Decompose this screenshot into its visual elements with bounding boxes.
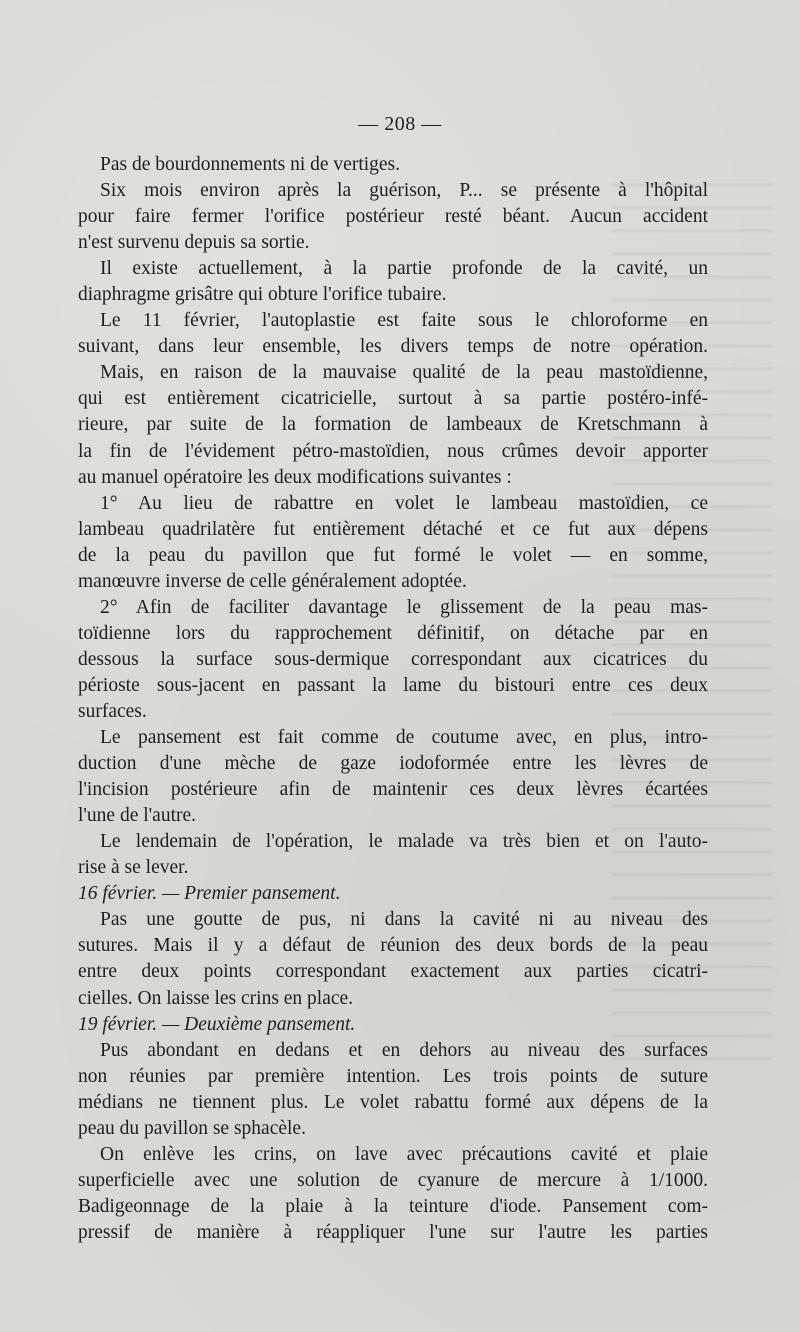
- text-line: Le pansement est fait comme de coutume avec, en plus, intro-: [100, 727, 708, 749]
- text-line: sutures. Mais il y a défaut de réunion des deux bords de la peau: [78, 935, 708, 957]
- text-line: la fin de l'évidement pétro-mastoïdien, nous crûmes devoir apporter: [78, 440, 708, 462]
- text-line: non réunies par première intention. Les trois points de suture: [78, 1065, 708, 1087]
- text-line: rise à se lever.: [78, 857, 189, 879]
- text-line: diaphragme grisâtre qui obture l'orifice tubaire.: [78, 284, 447, 306]
- text-line: On enlève les crins, on lave avec précautions cavité et plaie: [100, 1143, 708, 1165]
- text-line: rieure, par suite de la formation de lambeaux de Kretschmann à: [78, 414, 708, 436]
- date-heading: 16 février. — Premier pansement.: [78, 883, 341, 905]
- text-line: superficielle avec une solution de cyanure de mercure à 1/1000.: [78, 1169, 708, 1191]
- text-line: suivant, dans leur ensemble, les divers temps de notre opération.: [78, 336, 708, 358]
- text-line: qui est entièrement cicatricielle, surtout à sa partie postéro-infé-: [78, 388, 708, 410]
- page-number: — 208 —: [358, 113, 442, 135]
- text-line: toïdienne lors du rapprochement définitif, on détache par en: [78, 622, 708, 644]
- text-line: pour faire fermer l'orifice postérieur resté béant. Aucun accident: [78, 206, 708, 228]
- text-line: Pus abondant en dedans et en dehors au niveau des surfaces: [100, 1039, 708, 1061]
- text-line: l'une de l'autre.: [78, 805, 197, 827]
- text-line: Badigeonnage de la plaie à la teinture d'iode. Pansement com-: [78, 1195, 708, 1217]
- text-line: Mais, en raison de la mauvaise qualité de la peau mastoïdienne,: [100, 362, 708, 384]
- text-line: Pas une goutte de pus, ni dans la cavité ni au niveau des: [100, 909, 708, 931]
- text-line: n'est survenu depuis sa sortie.: [78, 232, 310, 254]
- text-line: Le 11 février, l'autoplastie est faite sous le chloroforme en: [100, 310, 708, 332]
- text-line: 2° Afin de faciliter davantage le glissement de la peau mas-: [100, 596, 708, 618]
- text-line: manœuvre inverse de celle généralement adoptée.: [78, 570, 467, 592]
- text-line: l'incision postérieure afin de maintenir ces deux lèvres écartées: [78, 779, 708, 801]
- text-line: de la peau du pavillon que fut formé le volet — en somme,: [78, 544, 708, 566]
- text-line: Pas de bourdonnements ni de vertiges.: [100, 154, 401, 175]
- text-line: périoste sous-jacent en passant la lame du bistouri entre ces deux: [78, 674, 708, 696]
- text-line: médians ne tiennent plus. Le volet rabattu formé aux dépens de la: [78, 1091, 708, 1113]
- body-text: [78, 152, 708, 1246]
- text-line: pressif de manière à réappliquer l'une sur l'autre les parties: [78, 1221, 708, 1243]
- text-line: Six mois environ après la guérison, P... se présente à l'hôpital: [100, 180, 708, 202]
- text-line: Il existe actuellement, à la partie profonde de la cavité, un: [100, 258, 708, 280]
- text-line: peau du pavillon se sphacèle.: [78, 1117, 306, 1139]
- text-line: lambeau quadrilatère fut entièrement détaché et ce fut aux dépens: [78, 518, 708, 540]
- text-line: au manuel opératoire les deux modifications suivantes :: [78, 466, 512, 488]
- text-line: cielles. On laisse les crins en place.: [78, 987, 354, 1009]
- text-line: entre deux points correspondant exactement aux parties cicatri-: [78, 961, 708, 983]
- date-heading: 19 février. — Deuxième pansement.: [78, 1013, 356, 1035]
- text-line: duction d'une mèche de gaze iodoformée entre les lèvres de: [78, 753, 708, 775]
- text-line: Le lendemain de l'opération, le malade va très bien et on l'auto-: [100, 831, 708, 853]
- text-line: surfaces.: [78, 700, 147, 722]
- text-line: 1° Au lieu de rabattre en volet le lambeau mastoïdien, ce: [100, 492, 708, 514]
- text-line: dessous la surface sous-dermique correspondant aux cicatrices du: [78, 648, 708, 670]
